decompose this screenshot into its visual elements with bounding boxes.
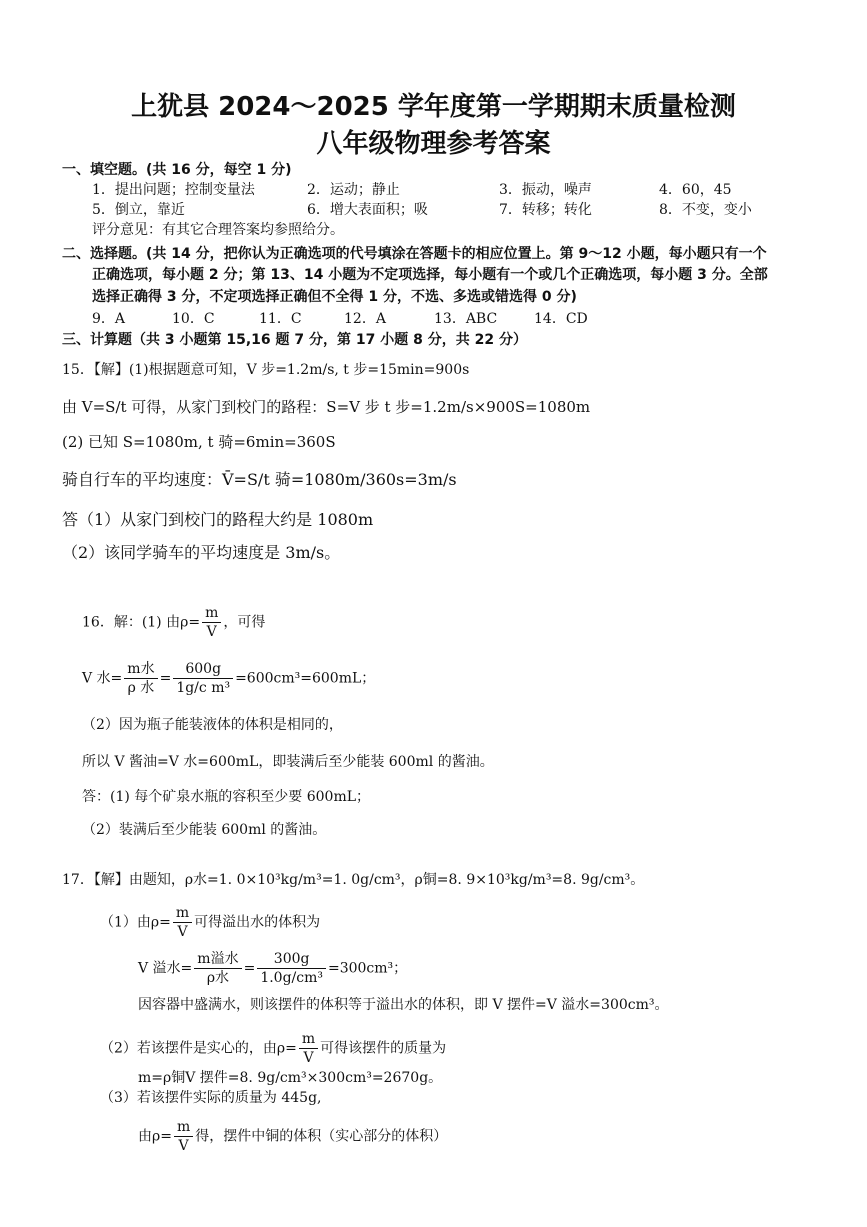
fraction-denominator: V [177, 924, 188, 940]
q16-line-1 [82, 604, 265, 641]
fill-heading: 一、填空题。(共 16 分，每空 1 分) [62, 162, 292, 178]
fill-answer-1: 1．提出问题；控制变量法 [92, 182, 255, 198]
q17-line-1: 17．【解】由题知，ρ水=1. 0×10³kg/m³=1. 0g/cm³，ρ铜=8. 9×10³kg/m³=8. 9g/cm³。 [62, 872, 645, 888]
q16-line-4: 所以 V 酱油=V 水=600mL，即装满后至少能装 600ml 的酱油。 [82, 754, 494, 770]
density-fraction [174, 1118, 193, 1155]
q17-text: （2）若该摆件是实心的，由ρ= [100, 1040, 297, 1057]
fraction-denominator: V [303, 1050, 314, 1066]
fraction-numerator: 600g [173, 660, 233, 679]
choice-answer-14: 14．CD [534, 311, 588, 327]
density-fraction [299, 1030, 318, 1067]
fraction-numerator: m溢水 [194, 950, 241, 969]
q16-text: V 水= [82, 670, 123, 687]
fill-row-2 [92, 200, 752, 220]
q17-line-7: （3）若该摆件实际的质量为 445g, [100, 1090, 322, 1106]
density-fraction [202, 604, 221, 641]
fraction-numerator: m水 [124, 660, 157, 679]
fraction-denominator: ρ水 [206, 970, 230, 986]
fraction-numerator: m [174, 1118, 193, 1137]
q15-line-6: （2）该同学骑车的平均速度是 3m/s。 [62, 543, 341, 562]
page-title: 上犹县 2024～2025 学年度第一学期期末质量检测 [131, 92, 736, 122]
q16-line-5: 答：(1) 每个矿泉水瓶的容积至少要 600mL； [82, 789, 371, 805]
value-fraction [257, 950, 326, 987]
fill-answer-3: 3．振动，噪声 [499, 182, 592, 198]
fraction-numerator: m [173, 904, 192, 923]
choice-answers [92, 309, 588, 329]
choice-heading-3: 选择正确得 3 分，不定项选择正确但不全得 1 分，不选、多选或错选得 0 分) [92, 289, 577, 305]
q15-line-1: 15．【解】(1)根据题意可知，V 步=1.2m/s, t 步=15min=900s [62, 362, 470, 378]
q17-line-3: V 溢水= $\frac{\text{m溢水}}{\text{ρ水}}$ = $\frac{300g}{\text{1.0g/cm³}}$ =300cm³； [138, 951, 408, 986]
q17-text: 可得溢出水的体积为 [194, 914, 321, 931]
page-subtitle: 八年级物理参考答案 [316, 129, 551, 159]
fraction-denominator: V [206, 624, 217, 640]
choice-answer-13: 13．ABC [434, 311, 498, 327]
q17-text: 可得该摆件的质量为 [320, 1040, 447, 1057]
choice-heading-2: 正确选项，每小题 2 分；第 13、14 小题为不定项选择，每小题有一个或几个正确选项，每小题 3 分。全部 [92, 267, 768, 283]
choice-answer-12: 12．A [344, 311, 386, 327]
choice-answer-10: 10．C [172, 311, 215, 327]
q17-line-8 [138, 1118, 447, 1155]
volume-fraction [194, 950, 241, 987]
fraction-numerator: 300g [257, 950, 326, 969]
fill-answer-5: 5．倒立，靠近 [92, 202, 185, 218]
fill-answer-4: 4．60，45 [659, 182, 732, 198]
q16-line-3: （2）因为瓶子能装液体的体积是相同的， [82, 717, 343, 733]
fraction-denominator: ρ 水 [127, 680, 155, 696]
value-fraction [173, 660, 233, 697]
fraction-numerator: m [202, 604, 221, 623]
q15-line-2: 由 V=S/t 可得，从家门到校门的路程：S=V 步 t 步=1.2m/s×900S=1080m [62, 398, 591, 416]
q17-line-5 [100, 1030, 446, 1067]
fraction-denominator: V [178, 1138, 189, 1154]
q15-line-3: (2) 已知 S=1080m, t 骑=6min=360S [62, 433, 336, 451]
fill-answer-8: 8．不变，变小 [659, 202, 752, 218]
fill-note: 评分意见：有其它合理答案均参照给分。 [92, 222, 344, 238]
q17-text: =300cm³； [327, 960, 408, 977]
calc-heading: 三、计算题（共 3 小题第 15,16 题 7 分，第 17 小题 8 分，共 22 分） [62, 332, 527, 348]
fill-answer-6: 6．增大表面积；吸 [307, 202, 428, 218]
fraction-denominator: 1.0g/cm³ [260, 970, 323, 986]
q16-text: =600cm³=600mL； [235, 670, 376, 687]
choice-heading-1: 二、选择题。(共 14 分，把你认为正确选项的代号填涂在答题卡的相应位置上。第 9～12 小题，每小题只有一个 [62, 246, 767, 262]
q17-line-2 [100, 904, 320, 941]
choice-answer-9: 9．A [92, 311, 126, 327]
choice-answer-11: 11．C [259, 311, 302, 327]
fill-answer-7: 7．转移；转化 [499, 202, 592, 218]
q17-text: 得，摆件中铜的体积（实心部分的体积） [195, 1128, 448, 1145]
q17-text: （1）由ρ= [100, 914, 171, 931]
q16-line-2: V 水= $\frac{\text{m水}}{\text{ρ 水}}$ = $\frac{600g}{\text{1g/c m³}}$ =600cm³=600mL； [82, 661, 376, 696]
volume-fraction [124, 660, 157, 697]
fraction-denominator: 1g/c m³ [176, 680, 231, 696]
q16-text: 16．解：(1) 由ρ= [82, 614, 201, 631]
density-fraction [173, 904, 192, 941]
q17-text: V 溢水= [138, 960, 193, 977]
fill-answer-2: 2．运动；静止 [307, 182, 400, 198]
q16-line-6: （2）装满后至少能装 600ml 的酱油。 [82, 822, 327, 838]
q17-line-4: 因容器中盛满水，则该摆件的体积等于溢出水的体积，即 V 摆件=V 溢水=300cm³。 [138, 997, 669, 1013]
fraction-numerator: m [299, 1030, 318, 1049]
q17-line-6: m=ρ铜V 摆件=8. 9g/cm³×300cm³=2670g。 [138, 1070, 443, 1086]
q16-text: ，可得 [223, 614, 266, 631]
q17-text: 由ρ= [138, 1128, 172, 1145]
fill-row-1 [92, 180, 732, 200]
q15-line-4: 骑自行车的平均速度：V̄=S/t 骑=1080m/360s=3m/s [62, 470, 457, 489]
q15-line-5: 答（1）从家门到校门的路程大约是 1080m [62, 510, 374, 529]
